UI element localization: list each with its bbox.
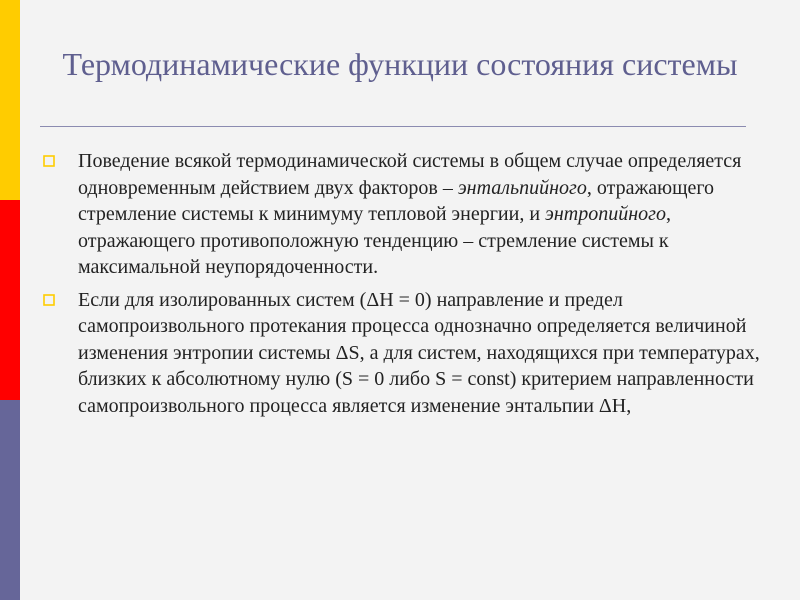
bullet-1-emphasis-entropy: энтропийного [545,203,666,225]
bullet-item-2 [42,287,762,420]
bullet-text-2: Если для изолированных систем (ΔН = 0) направление и предел самопроизвольного протекания процесса однозначно определяется величиной изменения энтропии системы ΔS, а для систем, находящихся при температурах, близких к абсолютному нулю (S = 0 либо S = const) критерием направленности самопроизвольного процесса является изменение энтальпии ΔН, [78,288,760,417]
hollow-square-bullet-icon [42,154,56,168]
bullet-1-text-part: Поведение всякой термодинамической системы в общем случае определяется одновременным действием двух факторов – [78,150,742,199]
accent-bar-yellow [0,0,20,200]
accent-bar-red [0,200,20,400]
bullet-1-text-part: , отражающего противоположную тенденцию – стремление системы к максимальной неупорядоченности. [78,203,671,278]
title-divider [40,126,746,127]
accent-bar-purple [0,400,20,600]
bullet-text-1 [78,150,741,278]
slide-content [42,148,762,425]
bullet-1-emphasis-enthalpy: энтальпийного [457,176,587,199]
bullet-1-text-part: , отражающего стремление системы к минимуму тепловой энергии, и [78,176,715,225]
slide-title: Термодинамические функции состояния системы [62,46,738,82]
bullet-item-1 [42,148,762,281]
hollow-square-bullet-icon [42,293,56,307]
